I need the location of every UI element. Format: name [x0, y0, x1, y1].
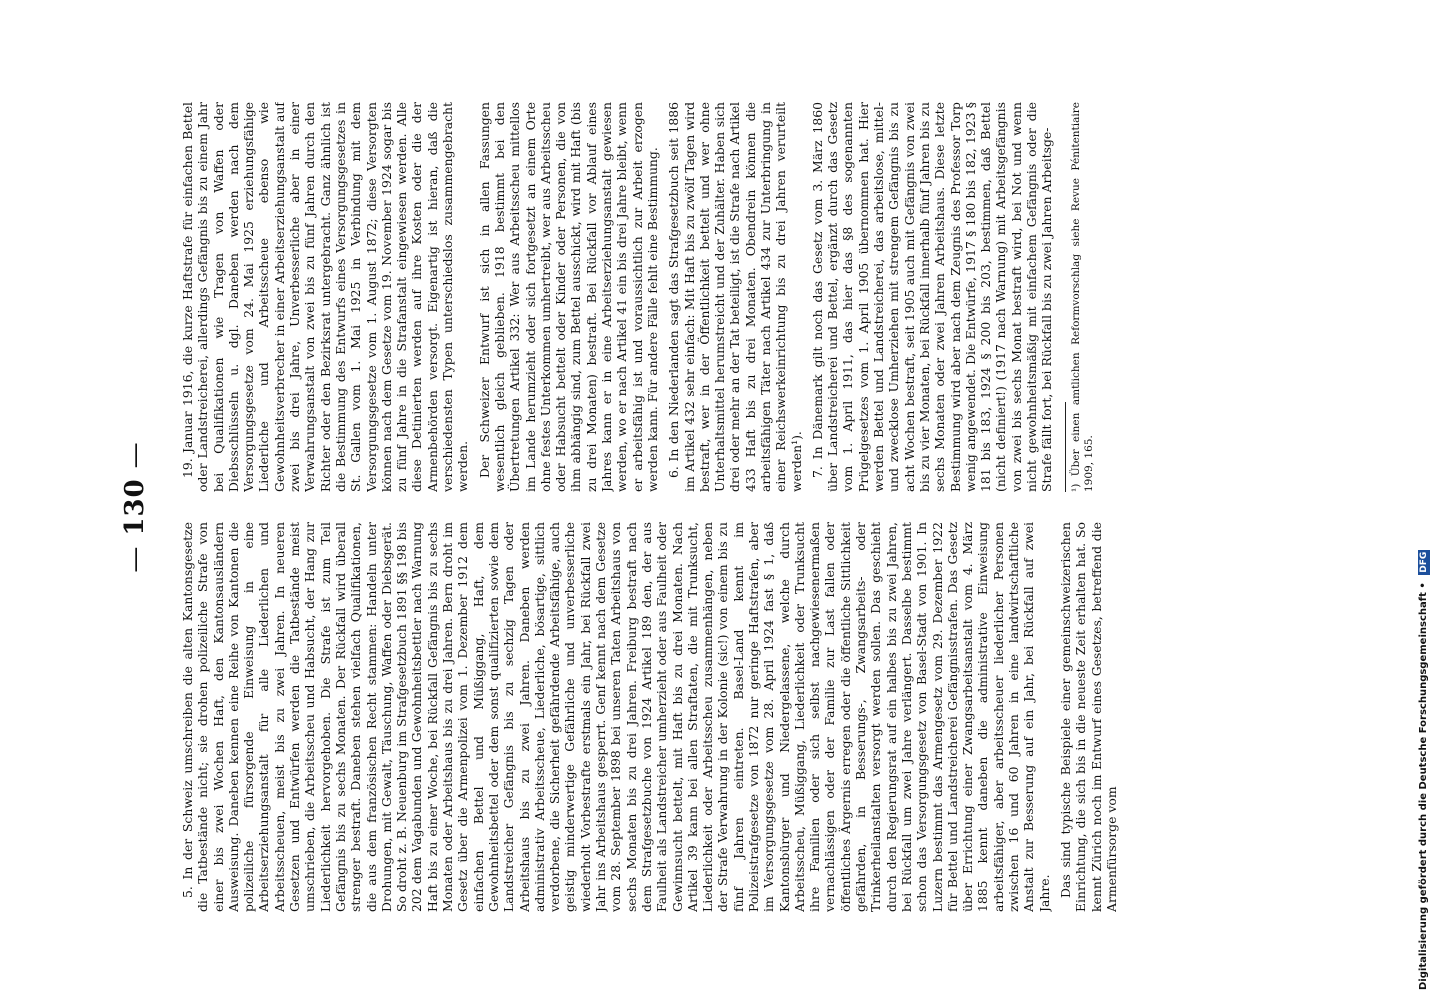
right-paragraph-3: 6. In den Niederlanden sagt das Strafgesetzbuch seit 1886 im Artikel 432 sehr einfach: Mit Haft bis zu zwölf Tagen wird bestraft, wer in der Öffentlichkeit bettelt und wer ohne Unterhaltsmittel herumstreicht und der Zuhälter. Haben sich drei oder mehr an der Tat beteiligt, ist die Strafe nach Artikel 433 Haft bis zu drei Monaten. Obendrein können die arbeitsfähigen Täter nach Artikel 434 zur Unterbringung in einer Reichswerkeinrichtung bis zu drei Jahren verurteilt werden¹). — [666, 102, 804, 492]
left-paragraph-2: Das sind typische Beispiele einer gemeinschweizerischen Einrichtung, die sich bis in die neueste Zeit erhalten hat. So kennt Zürich noch im Entwurf eines Gesetzes, betreffend die Armenfürsorge vom — [1057, 522, 1119, 912]
text-columns — [180, 102, 1280, 912]
scanned-page — [120, 92, 1300, 922]
rotated-page-content — [120, 92, 1300, 922]
footnote-divider — [1065, 402, 1066, 492]
page-header — [120, 92, 160, 922]
digitization-credit — [1414, 0, 1434, 1000]
left-column — [180, 522, 1280, 912]
right-column — [180, 102, 1280, 492]
right-paragraph-1: 19. Januar 1916, die kurze Haftstrafe für einfachen Bettel oder Landstreicherei, allerdings Gefängnis bis zu einem Jahr bei Qualifikationen wie Tragen von Waffen oder Diebsschlüsseln u. dgl. Daneben werden nach dem Versorgungsgesetze vom 24. Mai 1925 erziehungsfähige Liederliche und Arbeitsscheue ebenso wie Gewohnheitsverbrecher in einer Arbeitserziehungsanstalt auf zwei bis drei Jahre, Unverbesserliche aber in einer Verwahrungsanstalt von zwei bis zu fünf Jahren durch den Richter oder den Bezirksrat untergebracht. Ganz ähnlich ist die Bestimmung des Entwurfs eines Versorgungsgesetzes in St. Gallen vom 1. Mai 1925 in Verbindung mit dem Versorgungsgesetze vom 1. August 1872; diese Versorgten können nach dem Gesetze vom 19. November 1924 sogar bis zu fünf Jahre in die Strafanstalt eingewiesen werden. Alle diese Detinierten werden auf ihre Kosten oder die der Armenbehörden versorgt. Eigenartig ist hieran, daß die verschiedensten Typen unterschiedslos zusammengebracht werden. — [180, 102, 471, 492]
left-paragraph-1: 5. In der Schweiz umschreiben die alten Kantonsgesetze die Tatbestände nicht; sie drohen polizeiliche Strafe von einer bis zwei Wochen Haft, den Kantonsausländern Ausweisung. Daneben kennen eine Reihe von Kantonen die polizeiliche fürsorgende Einweisung in eine Arbeitserziehungsanstalt für alle Liederlichen und Arbeitsscheuen, meist bis zu zwei Jahren. In neueren Gesetzen und Entwürfen werden die Tatbestände meist umschrieben, die Arbeitsscheu und Habsucht, der Hang zur Liederlichkeit hervorgehoben. Die Strafe ist zum Teil Gefängnis bis zu sechs Monaten. Der Rückfall wird überall strenger bestraft. Daneben stehen vielfach Qualifikationen, die aus dem französischen Recht stammen: Handeln unter Drohungen, mit Gewalt, Täuschung, Waffen oder Diebsgerät. So droht z. B. Neuenburg im Strafgesetzbuch 1891 §§ 198 bis 202 dem Vagabunden und Gewohnheitsbettler nach Warnung Haft bis zu einer Woche, bei Rückfall Gefängnis bis zu sechs Monaten oder Arbeitshaus bis zu drei Jahren. Bern droht im Gesetz über die Armenpolizei vom 1. Dezember 1912 dem einfachen Bettel und Müßiggang, Haft, dem Gewohnheitsbettel oder dem sonst qualifizierten sowie dem Landstreicher Gefängnis bis zu sechzig Tagen oder Arbeitshaus bis zu zwei Jahren. Daneben werden administrativ Arbeitsscheue, Liederliche, bösartige, sittlich verdorbene, die Sicherheit gefährdende Arbeitsfähige, auch geistig minderwertige Gefährliche und unverbesserliche wiederholt Vorbestrafte erstmals ein Jahr, bei Rückfall zwei Jahr ins Arbeitshaus gesperrt. Genf kennt nach dem Gesetze vom 28. September 1898 bei unseren Taten Arbeitshaus von sechs Monaten bis zu drei Jahren. Freiburg bestraft nach dem Strafgesetzbuche von 1924 Artikel 189 den, der aus Faulheit als Landstreicher umherzieht oder aus Faulheit oder Gewinnsucht bettelt, mit Haft bis zu drei Monaten. Nach Artikel 39 kann bei allen Straftaten, die mit Trunksucht, Liederlichkeit oder Arbeitsscheu zusammenhängen, neben der Strafe Verwahrung in der Kolonie (sic!) von einem bis zu fünf Jahren eintreten. Basel-Land kennt im Polizeistrafgesetze von 1872 nur geringe Haftstrafen, aber im Versorgungsgesetze vom 28. April 1924 fast § 1, daß Kantonsbürger und Niedergelassene, welche durch Arbeitsscheu, Müßiggang, Liederlichkeit oder Trunksucht ihre Familien oder sich selbst nachgewiesenermaßen vernachlässigen oder der Familie zur Last fallen oder öffentliches Ärgernis erregen oder die öffentliche Sittlichkeit gefährden, in Besserungs-, Zwangsarbeits- oder Trinkerheilanstalten versorgt werden sollen. Das geschieht durch den Regierungsrat auf ein halbes bis zu zwei Jahren, bei Rückfall um zwei Jahre verlängert. Dasselbe bestimmt schon das Versorgungsgesetz von Basel-Stadt von 1901. In Luzern bestimmt das Armengesetz vom 29. Dezember 1922 für Bettel und Landstreicherei Gefängnisstrafen. Das Gesetz über Errichtung einer Zwangsarbeitsanstalt vom 4. März 1885 kennt daneben die administrative Einweisung arbeitsfähiger, aber arbeitsscheuer liederlicher Personen zwischen 16 und 60 Jahren in eine landwirtschaftliche Anstalt zur Besserung auf ein Jahr, bei Rückfall auf zwei Jahre. — [180, 522, 1052, 912]
right-paragraph-4: 7. In Dänemark gilt noch das Gesetz vom 3. März 1860 über Landstreicherei und Bettel, ergänzt durch das Gesetz vom 1. April 1911, das hier das §8 des sogenannten Prügelgesetzes vom 1. April 1905 übernommen hat. Hier werden Bettel und Landstreicherei, das arbeitslose, mittel- und zwecklose Umherziehen mit strengem Gefängnis bis zu acht Wochen bestraft, seit 1905 auch mit Gefängnis von zwei bis zu vier Monaten, bei Rückfall innerhalb fünf Jahren bis zu sechs Monaten oder zwei Jahren Arbeitshaus. Diese letzte Bestimmung wird aber nach dem Zeugnis des Professor Torp wenig angewendet. Die Entwürfe, 1917 § 180 bis 182, 1923 § 181 bis 183, 1924 § 200 bis 203, bestimmen, daß Bettel (nicht definiert!) (1917 nach Warnung) mit Arbeitsgefängnis von zwei bis sechs Monat bestraft wird, bei Not und wenn nicht gewohnheitsmäßig mit einfachem Gefängnis oder die Strafe fällt fort, bei Rückfall bis zu zwei Jahren Arbeitsge- — [809, 102, 1055, 492]
dfg-logo: DFG — [1419, 551, 1429, 573]
footnote: ¹) Über einen amtlichen Reformvorschlag siehe Revue Pénitentiaire 1909, 165. — [1069, 102, 1095, 492]
page-number: — 130 — — [120, 431, 150, 582]
digitization-credit-text: Digitalisierung gefördert durch die Deutsche Forschungsgemeinschaft • — [1418, 582, 1429, 990]
right-paragraph-2: Der Schweizer Entwurf ist sich in allen Fassungen wesentlich gleich geblieben. 1918 bestimmt bei den Übertretungen Artikel 332: Wer aus Arbeitsscheu mittellos im Lande herumzieht oder sich fortgesetzt an einem Orte ohne festes Unterkommen umhertreibt, wer aus Arbeitsscheu oder Habsucht bettelt oder Kinder oder Personen, die von ihm abhängig sind, zum Bettel ausschickt, wird mit Haft (bis zu drei Monaten) bestraft. Bei Rückfall vor Ablauf eines Jahres kann er in eine Arbeitserziehungsanstalt gewiesen werden, wo er nach Artikel 41 ein bis drei Jahre bleibt, wenn er arbeitsfähig ist und voraussichtlich zur Arbeit erzogen werden kann. Für andere Fälle fehlt eine Bestimmung. — [476, 102, 660, 492]
